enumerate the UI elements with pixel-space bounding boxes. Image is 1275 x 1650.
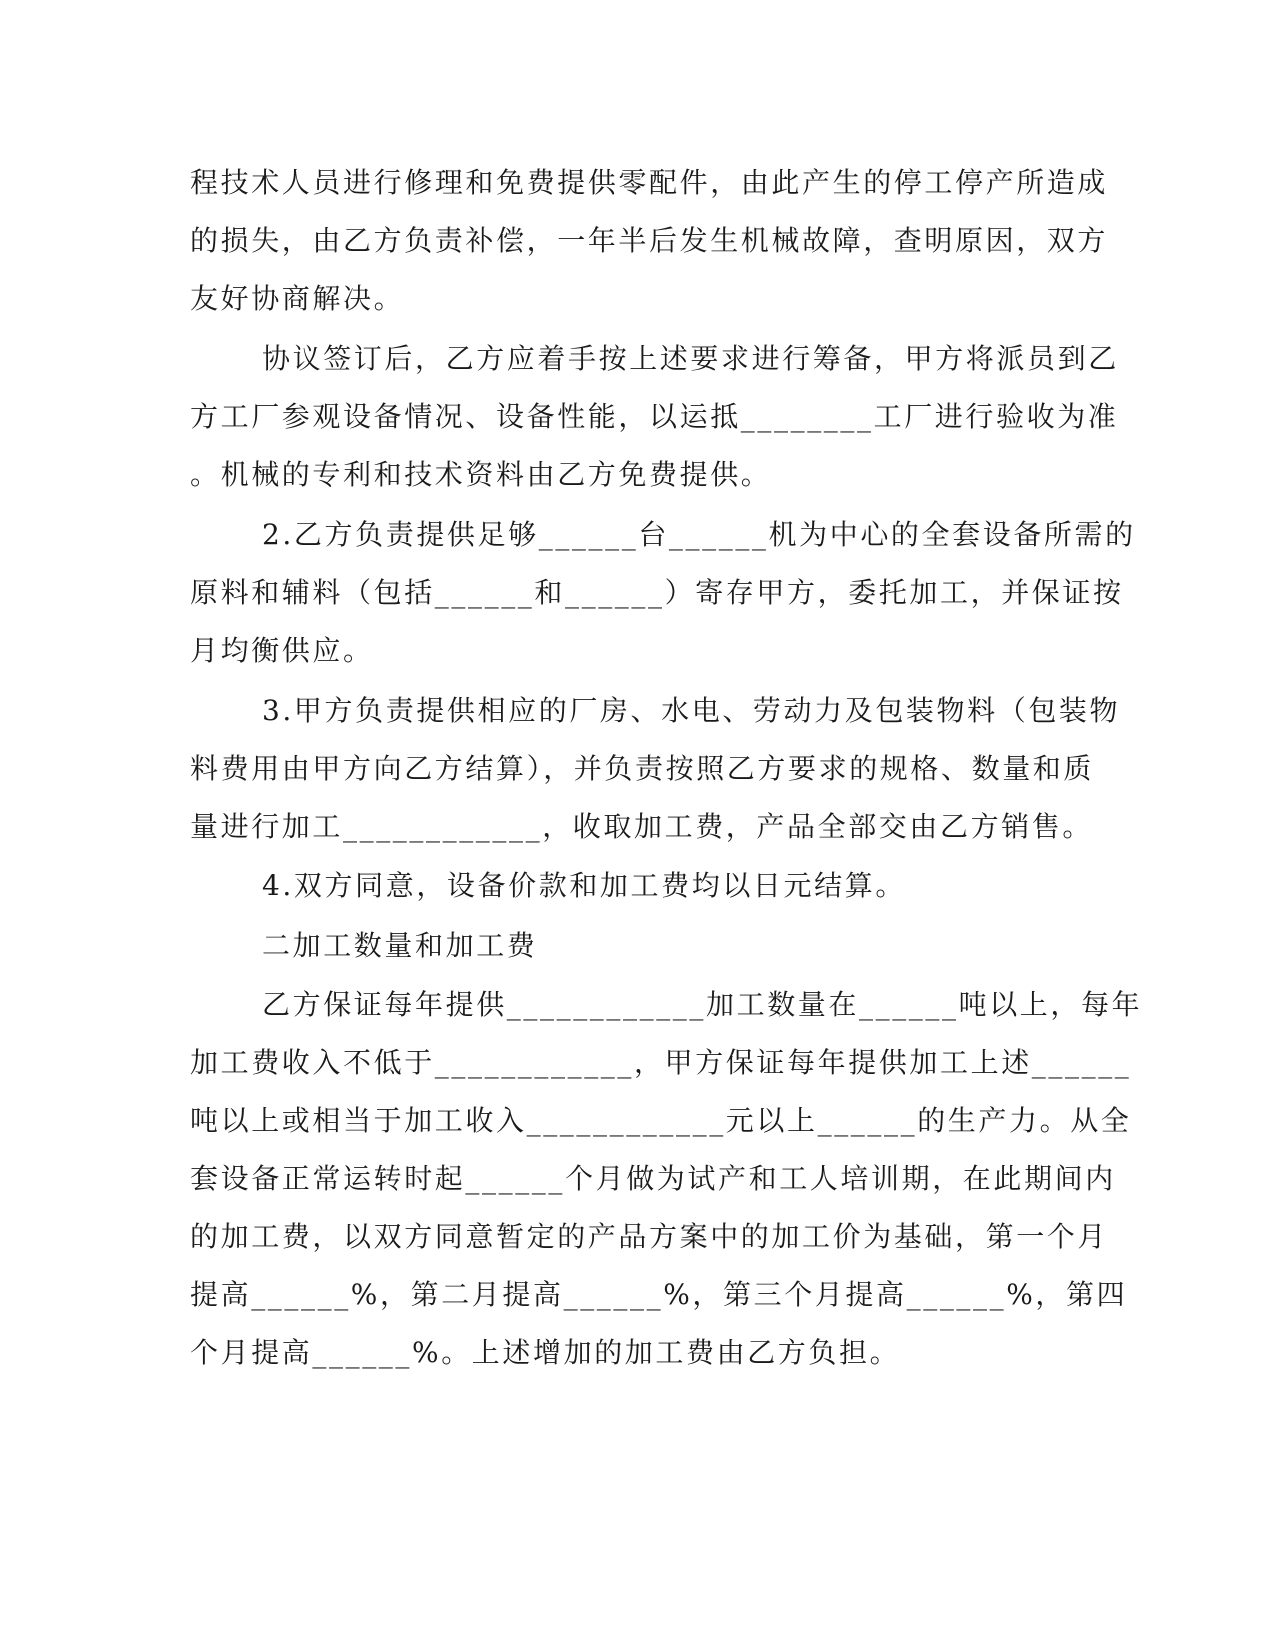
text-line: 友好协商解决。 xyxy=(190,282,405,315)
text-line: 料费用由甲方向乙方结算），并负责按照乙方要求的规格、数量和质 xyxy=(190,752,1095,785)
section-heading: 二加工数量和加工费 xyxy=(262,929,538,962)
text-line: 乙方保证每年提供____________加工数量在______吨以上，每年 xyxy=(262,988,1143,1021)
text-line: 的加工费，以双方同意暂定的产品方案中的加工价为基础，第一个月 xyxy=(190,1220,1109,1253)
text-line: 个月提高______%。上述增加的加工费由乙方负担。 xyxy=(190,1336,901,1369)
text-line: 协议签订后，乙方应着手按上述要求进行筹备，甲方将派员到乙 xyxy=(262,342,1119,375)
text-line: 程技术人员进行修理和免费提供零配件，由此产生的停工停产所造成 xyxy=(190,166,1109,199)
text-line: 2.乙方负责提供足够______台______机为中心的全套设备所需的 xyxy=(262,518,1136,551)
text-line: 吨以上或相当于加工收入____________元以上______的生产力。从全 xyxy=(190,1104,1132,1137)
text-line: 。机械的专利和技术资料由乙方免费提供。 xyxy=(190,458,772,491)
text-line: 量进行加工____________，收取加工费，产品全部交由乙方销售。 xyxy=(190,810,1094,843)
text-line: 加工费收入不低于____________，甲方保证每年提供加工上述______ xyxy=(190,1046,1132,1079)
text-line: 原料和辅料（包括______和______）寄存甲方，委托加工，并保证按 xyxy=(190,576,1124,609)
text-line: 方工厂参观设备情况、设备性能，以运抵________工厂进行验收为准 xyxy=(190,400,1119,433)
text-line: 3.甲方负责提供相应的厂房、水电、劳动力及包装物料（包装物 xyxy=(262,694,1121,727)
text-line: 月均衡供应。 xyxy=(190,634,374,667)
text-line: 4.双方同意，设备价款和加工费均以日元结算。 xyxy=(262,869,906,902)
text-line: 提高______%，第二月提高______%，第三个月提高______%，第四 xyxy=(190,1278,1128,1311)
text-line: 的损失，由乙方负责补偿，一年半后发生机械故障，查明原因，双方 xyxy=(190,224,1109,257)
text-line: 套设备正常运转时起______个月做为试产和工人培训期，在此期间内 xyxy=(190,1162,1116,1195)
